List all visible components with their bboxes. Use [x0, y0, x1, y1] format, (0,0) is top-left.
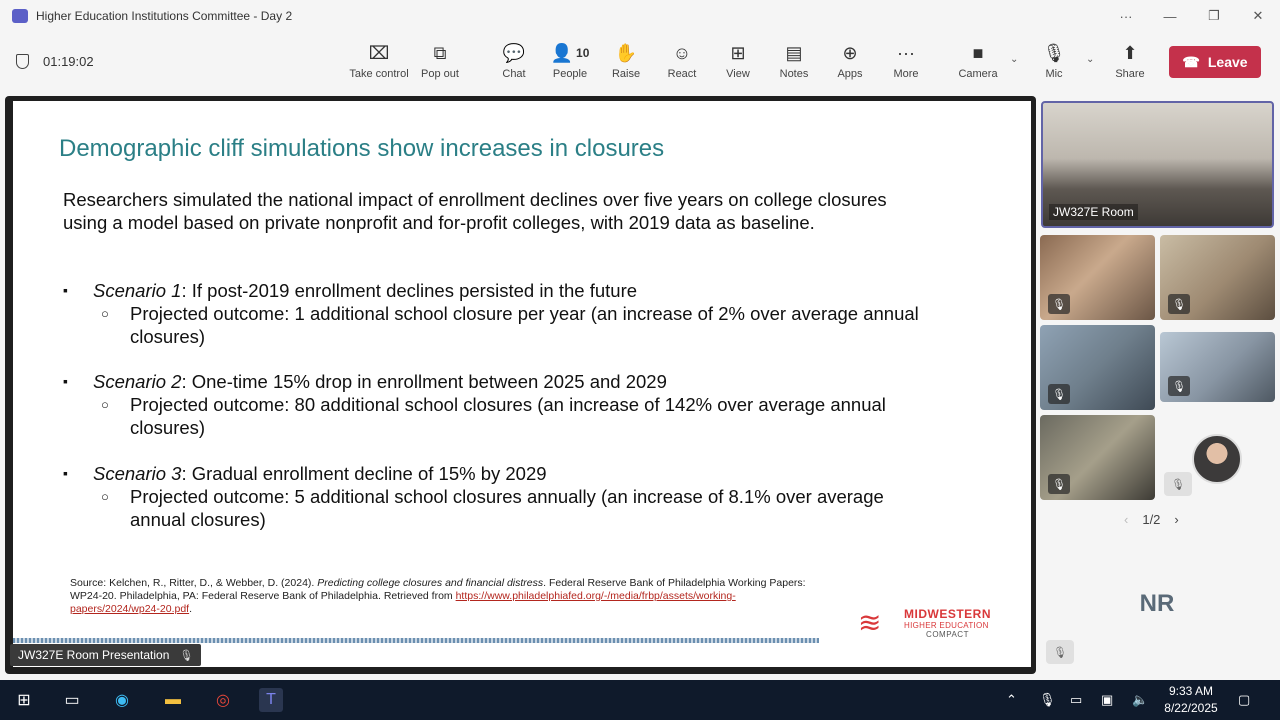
mic-off-icon: 🎙: [179, 649, 194, 662]
meeting-timer: [16, 54, 94, 69]
take-control-button[interactable]: ⌧ Take control: [348, 40, 410, 80]
raise-hand-button[interactable]: ✋ Raise: [596, 40, 656, 80]
leave-button[interactable]: ☎ Leave: [1169, 46, 1261, 78]
slide-title: Demographic cliff simulations show increases in closures: [59, 135, 665, 162]
timer-text: 01:19:02: [43, 54, 94, 69]
teams-icon[interactable]: T: [259, 688, 283, 712]
scenario-name: Scenario 2: [93, 371, 182, 392]
camera-button[interactable]: ■ Camera: [948, 40, 1008, 80]
scenario-outcome: ○ Projected outcome: 5 additional school closures annually (an increase of 8.1% over average annual closures): [63, 485, 943, 531]
mic-off-icon: 🎙: [1048, 384, 1070, 404]
avatar[interactable]: [1192, 434, 1242, 484]
presenter-label: JW327E Room Presentation 🎙: [10, 644, 201, 666]
title-bar: [0, 0, 1280, 32]
participant-video-tile[interactable]: [1040, 235, 1155, 320]
scenario-name: Scenario 1: [93, 280, 182, 301]
participant-video-tile[interactable]: [1040, 325, 1155, 410]
share-button[interactable]: ⬆ Share: [1100, 40, 1160, 80]
meeting-toolbar: [0, 32, 1280, 94]
show-hidden-icons-chevron-icon[interactable]: ⌃: [1006, 692, 1017, 707]
chevron-left-icon[interactable]: ‹: [1124, 512, 1129, 527]
teams-icon: [12, 9, 28, 23]
windows-taskbar: [0, 680, 1280, 720]
scenario-desc: : One-time 15% drop in enrollment between 2025 and 2029: [181, 371, 667, 392]
mic-off-icon: 🎙: [1048, 474, 1070, 494]
windows-start-icon[interactable]: ⊞: [17, 692, 31, 709]
shield-icon: [16, 54, 29, 69]
ellipsis-icon: ···: [897, 42, 915, 63]
slide-source-citation: Source: Kelchen, R., Ritter, D., & Webber, D. (2024). Predicting college closures and financial distress. Federal Reserve Bank of Philadelphia Working Papers: WP24-20. Philadelphia, PA: Federal Reserve Bank of Philadelphia. Retrieved from https://www.philadelphiafed.org/-/media/frbp/assets/working-papers/2024/wp24-20.pdf.: [70, 577, 806, 615]
phone-hangup-icon: ☎: [1182, 53, 1200, 70]
clock-time: 9:33 AM: [1168, 684, 1214, 698]
edge-icon[interactable]: ◉: [115, 692, 129, 709]
react-button[interactable]: ☺ React: [652, 40, 712, 80]
notes-button[interactable]: ▤ Notes: [764, 40, 824, 80]
scenario-name: Scenario 3: [93, 463, 182, 484]
chat-button[interactable]: 💬 Chat: [484, 40, 544, 80]
mic-options-chevron-icon[interactable]: ⌄: [1086, 54, 1095, 65]
more-button[interactable]: ··· More: [876, 40, 936, 80]
mic-off-icon: 🎙: [1048, 294, 1070, 314]
camera-off-icon: ■: [972, 42, 984, 63]
more-options-icon[interactable]: ···: [1119, 8, 1133, 24]
close-button[interactable]: ✕: [1252, 8, 1264, 23]
scenario-3: [63, 462, 943, 531]
restore-button[interactable]: ❐: [1208, 8, 1220, 23]
participant-video-tile[interactable]: [1160, 332, 1275, 402]
mic-button[interactable]: 🎙 Mic: [1024, 40, 1084, 80]
battery-icon[interactable]: ▭: [1070, 692, 1083, 707]
apps-button[interactable]: ⊕ Apps: [820, 40, 880, 80]
room-video-tile[interactable]: [1041, 101, 1274, 228]
scenario-1: [63, 279, 943, 348]
page-indicator: 1/2: [1142, 512, 1161, 527]
mic-off-icon: 🎙: [1042, 42, 1066, 63]
people-icon: 👤: [550, 42, 574, 63]
notifications-icon[interactable]: ▢: [1238, 692, 1251, 707]
mic-off-icon: 🎙: [1168, 294, 1190, 314]
clock-date: 8/22/2025: [1164, 701, 1218, 715]
clock[interactable]: [1158, 683, 1224, 717]
volume-icon[interactable]: 🔈: [1132, 692, 1149, 707]
mic-off-icon: 🎙: [1164, 472, 1192, 496]
chevron-right-icon[interactable]: ›: [1174, 512, 1179, 527]
chat-icon: 💬: [502, 42, 526, 63]
mic-off-icon: 🎙: [1046, 640, 1074, 664]
participant-video-tile[interactable]: [1040, 415, 1155, 500]
people-button[interactable]: 👤 10 People: [550, 42, 590, 80]
source-link[interactable]: https://www.philadelphiafed.org/-/media/frbp/assets/working-papers/2024/wp24-20.pdf: [70, 590, 736, 615]
window-title: Higher Education Institutions Committee - Day 2: [36, 9, 293, 23]
presentation-slide: [13, 101, 1031, 667]
room-tile-label: JW327E Room: [1049, 204, 1138, 220]
participant-video-tile[interactable]: [1160, 235, 1275, 320]
participant-initials[interactable]: NR: [1139, 590, 1175, 617]
take-control-icon: ⌧: [368, 42, 390, 63]
share-icon: ⬆: [1122, 42, 1138, 63]
chrome-icon[interactable]: ◎: [216, 692, 230, 709]
hand-icon: ✋: [614, 42, 638, 63]
pop-out-icon: ⧉: [433, 42, 447, 63]
network-icon[interactable]: ▣: [1101, 692, 1114, 707]
notes-icon: ▤: [785, 42, 803, 63]
microphone-icon[interactable]: 🎙: [1039, 692, 1056, 707]
view-button[interactable]: ⊞ View: [708, 40, 768, 80]
task-view-icon[interactable]: ▭: [64, 692, 80, 709]
people-count: 10: [576, 46, 590, 60]
slide-intro: Researchers simulated the national impact of enrollment declines over five years on college closures using a model based on private nonprofit and for-profit colleges, with 2019 data as baseline.: [63, 189, 887, 233]
mhec-logo: ≋ MIDWESTERN HIGHER EDUCATION COMPACT: [858, 607, 991, 639]
minimize-button[interactable]: —: [1163, 8, 1177, 24]
mic-off-icon: 🎙: [1168, 376, 1190, 396]
grid-icon: ⊞: [730, 42, 746, 63]
decorative-stripe: [13, 638, 819, 643]
smiley-icon: ☺: [672, 42, 692, 63]
pop-out-button[interactable]: ⧉ Pop out: [410, 40, 470, 80]
scenario-outcome: ○ Projected outcome: 1 additional school closure per year (an increase of 2% over average annual closures): [63, 302, 943, 348]
scenario-outcome: ○ Projected outcome: 80 additional school closures (an increase of 142% over average annual closures): [63, 393, 943, 439]
shared-content-stage: [5, 96, 1036, 674]
camera-options-chevron-icon[interactable]: ⌄: [1010, 54, 1019, 65]
file-explorer-icon[interactable]: ▬: [165, 691, 181, 708]
scenario-desc: : If post-2019 enrollment declines persisted in the future: [181, 280, 638, 301]
window-controls: [1104, 0, 1280, 32]
plus-square-icon: ⊕: [842, 42, 858, 63]
mhec-logo-mark-icon: ≋: [858, 607, 882, 638]
scenario-desc: : Gradual enrollment decline of 15% by 2029: [181, 463, 547, 484]
participant-pager: [1124, 512, 1179, 527]
scenario-2: [63, 370, 943, 439]
